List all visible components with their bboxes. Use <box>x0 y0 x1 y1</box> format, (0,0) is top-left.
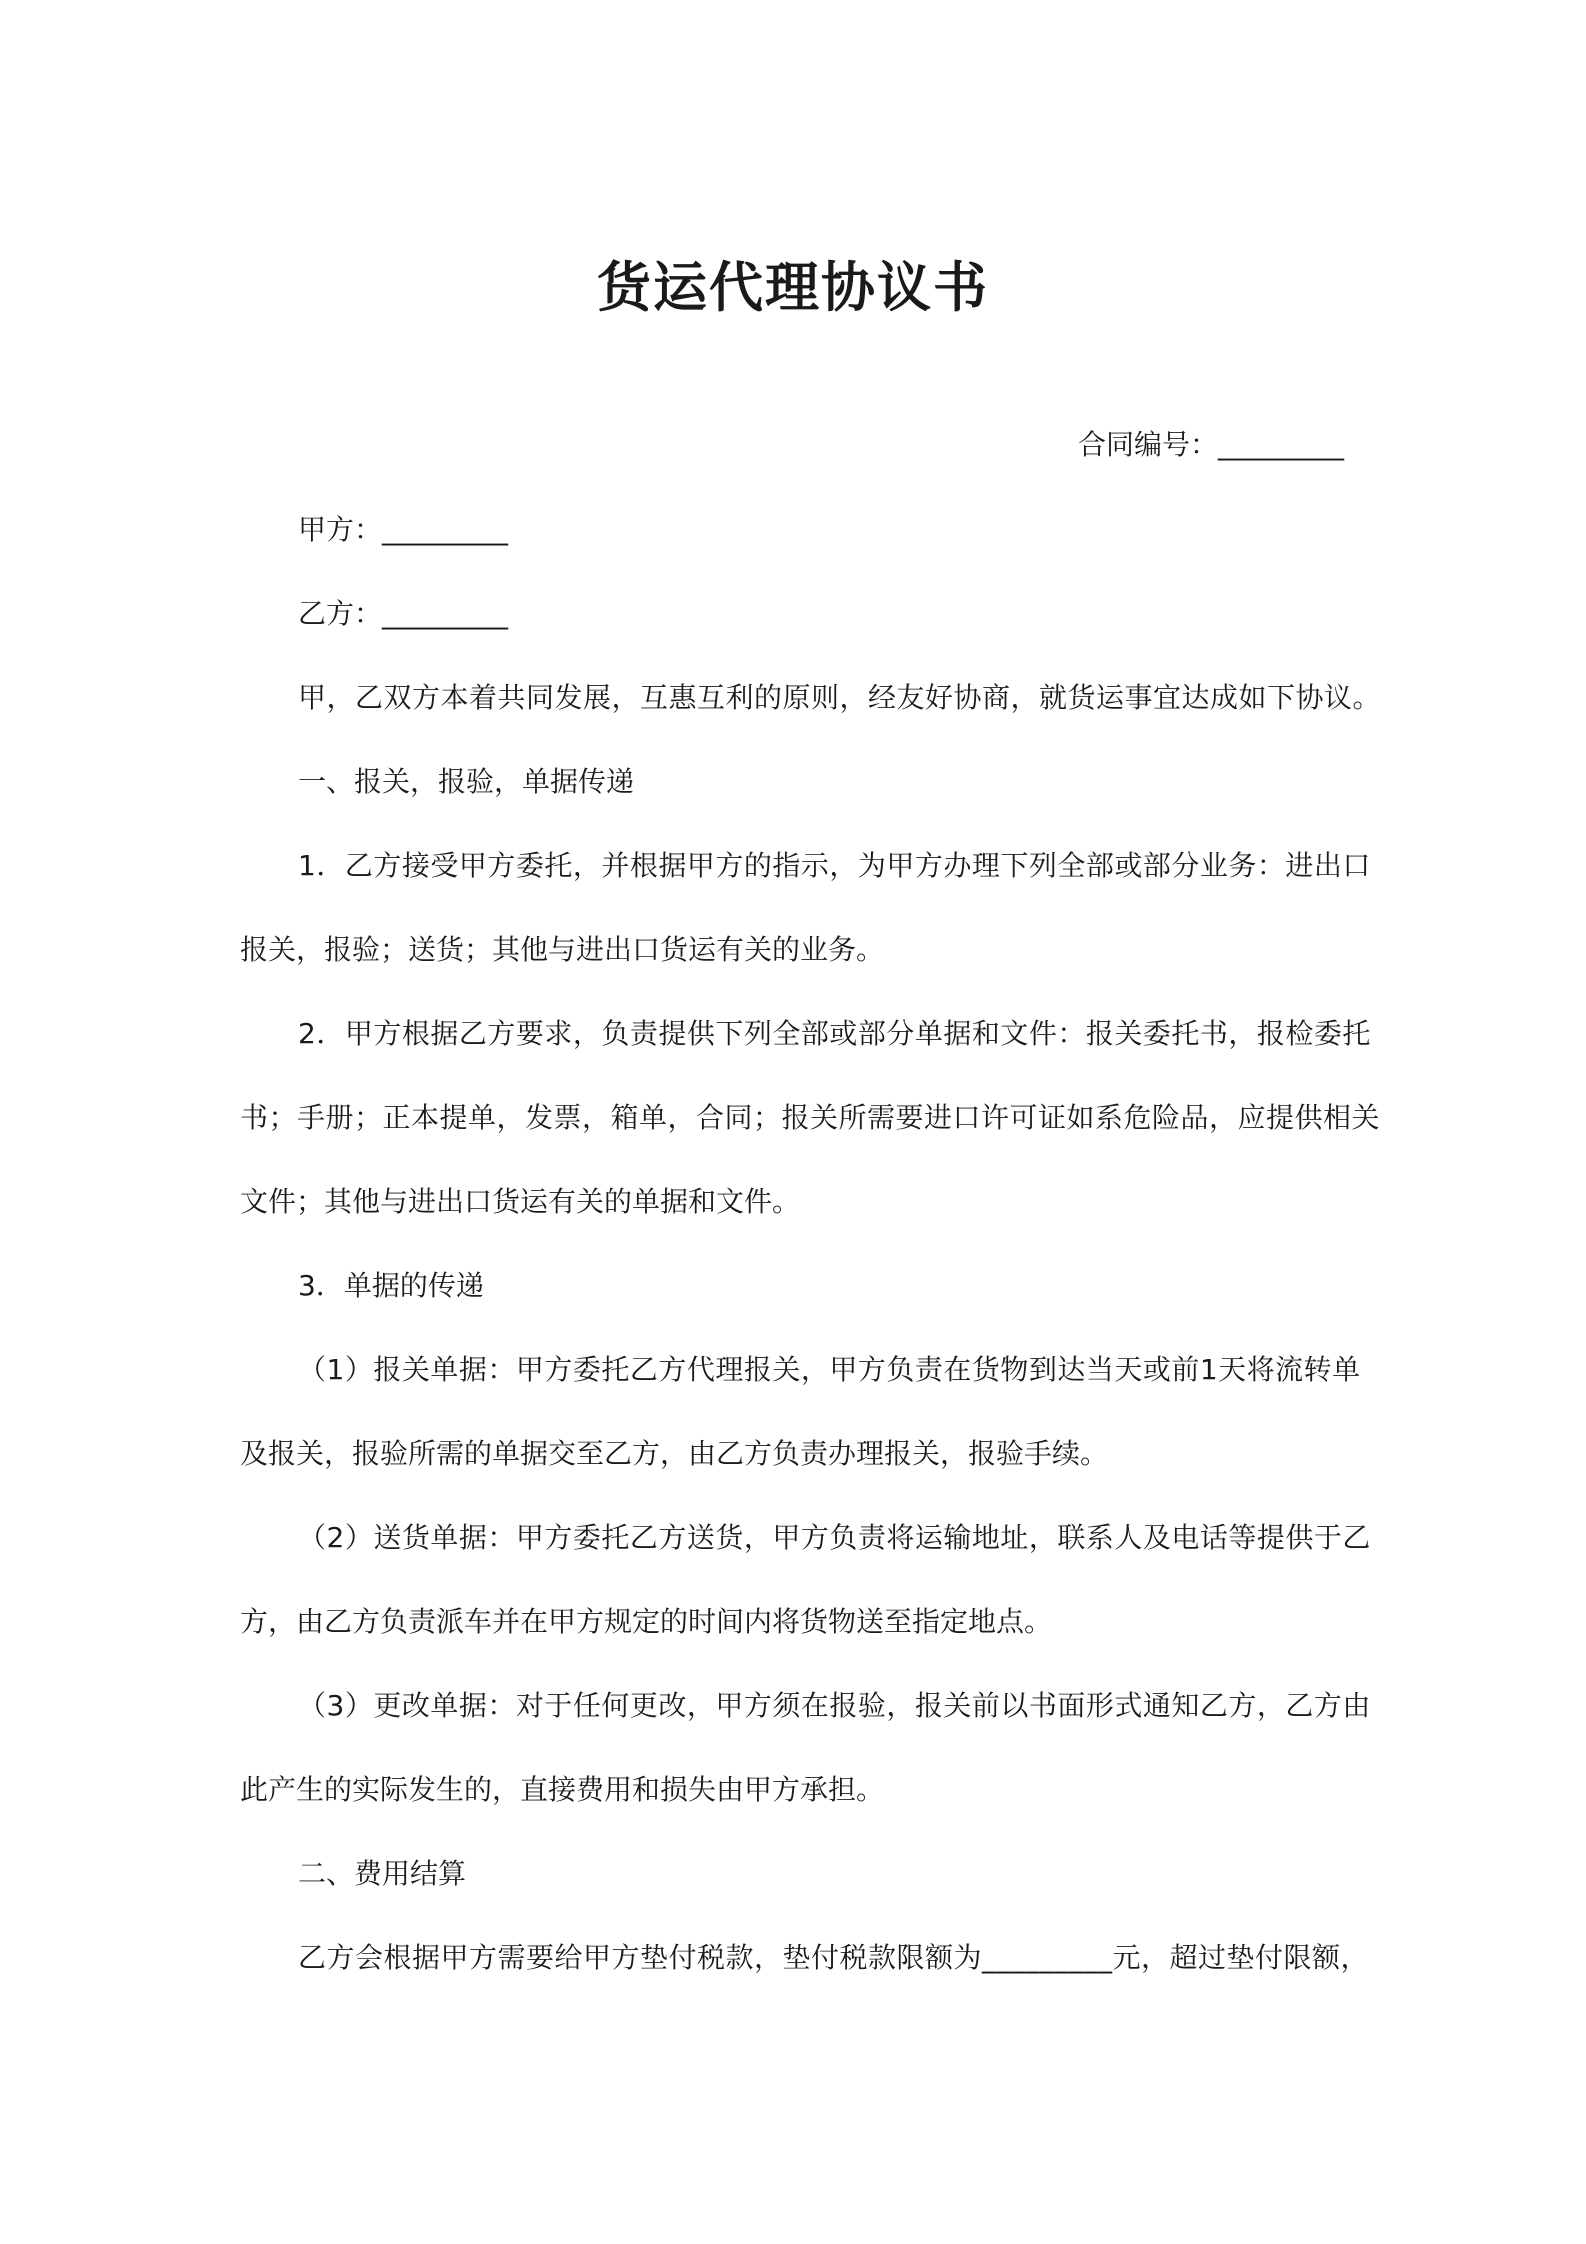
party-b: 乙方：_________ <box>298 597 509 630</box>
section1-heading: 一、报关，报验，单据传递 <box>298 765 635 798</box>
intro-paragraph: 甲，乙双方本着共同发展，互惠互利的原则，经友好协商，就货运事宜达成如下协议。 <box>298 681 1382 714</box>
sub2-line1: （2）送货单据：甲方委托乙方送货，甲方负责将运输地址，联系人及电话等提供于乙 <box>298 1521 1371 1554</box>
sub1-line2: 及报关，报验所需的单据交至乙方，由乙方负责办理报关，报验手续。 <box>240 1437 1109 1470</box>
section2-line1: 乙方会根据甲方需要给甲方垫付税款，垫付税款限额为_________元，超过垫付限额， <box>298 1941 1370 1974</box>
contract-number: 合同编号：_________ <box>1077 428 1344 461</box>
sub1-line1: （1）报关单据：甲方委托乙方代理报关，甲方负责在货物到达当天或前1天将流转单 <box>298 1353 1361 1386</box>
item2-line3: 文件；其他与进出口货运有关的单据和文件。 <box>240 1185 801 1218</box>
item1-line2: 报关，报验；送货；其他与进出口货运有关的业务。 <box>240 933 885 966</box>
party-a: 甲方：_________ <box>298 513 509 546</box>
section2-heading: 二、费用结算 <box>298 1857 467 1890</box>
item3-heading: 3．单据的传递 <box>298 1269 484 1302</box>
document-title: 货运代理协议书 <box>597 256 989 319</box>
sub2-line2: 方，由乙方负责派车并在甲方规定的时间内将货物送至指定地点。 <box>240 1605 1053 1638</box>
sub3-line1: （3）更改单据：对于任何更改，甲方须在报验，报关前以书面形式通知乙方，乙方由 <box>298 1689 1371 1722</box>
item1-line1: 1．乙方接受甲方委托，并根据甲方的指示，为甲方办理下列全部或部分业务：进出口 <box>298 849 1371 882</box>
item2-line2: 书；手册；正本提单，发票，箱单，合同；报关所需要进口许可证如系危险品，应提供相关 <box>240 1101 1381 1134</box>
item2-line1: 2．甲方根据乙方要求，负责提供下列全部或部分单据和文件：报关委托书，报检委托 <box>298 1017 1371 1050</box>
sub3-line2: 此产生的实际发生的，直接费用和损失由甲方承担。 <box>240 1773 885 1806</box>
